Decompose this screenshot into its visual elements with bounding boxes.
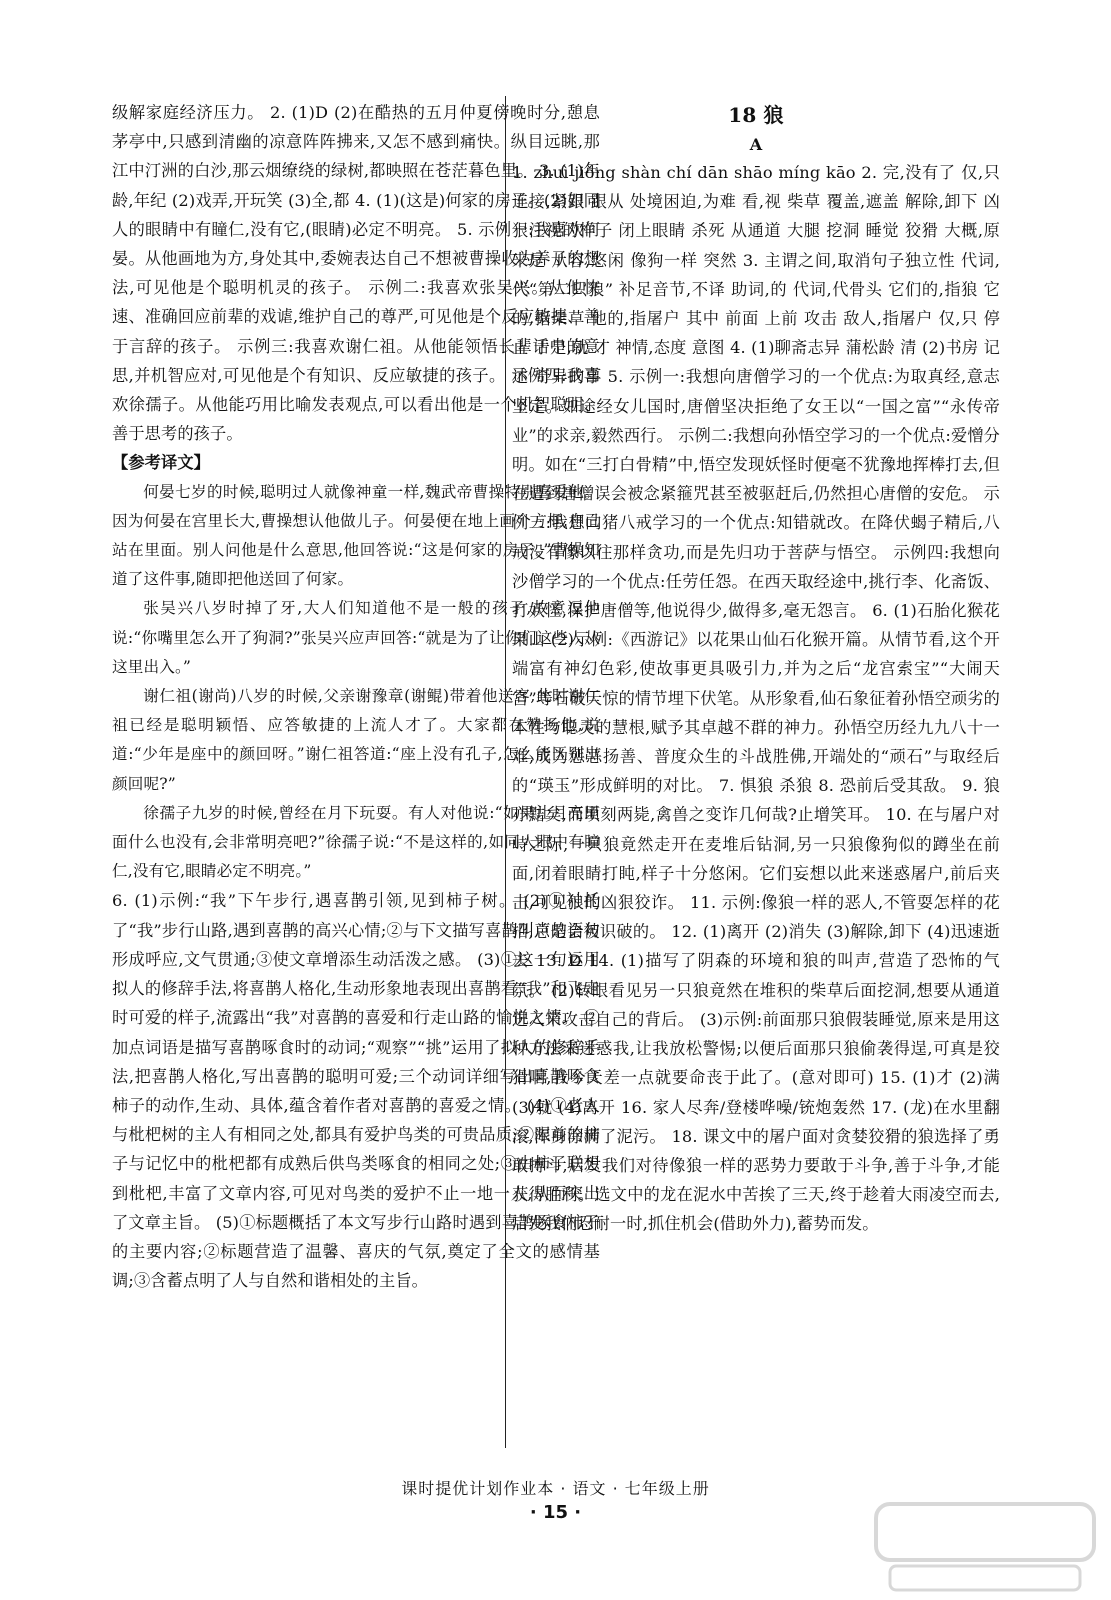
- answer-paragraph-lesson18: 1. zhuì jiǒng shàn chí dān shāo míng kāo 2. 完,没有了 仅,只 连接,紧跟 跟从 处境困迫,为难 看,视 柴草 覆盖,遮盖 解除,卸下 凶狠注视的样子 闭上眼睛 杀死 从通道 大腿 挖洞 睡觉 狡猾 大概,原来是 从容,悠闲 像狗一样 突然 3. 主谓之间,取消句子独立性 代词,代“第二只狼” 补足音节,不译 助词,的 代词,代骨头 它们的,指狼 它的,指柴草 他的,指屠户 其中 前面 上前 攻击 敌人,指屠户 仅,只 停止 于是,就 才 神情,态度 意图 4. (1)聊斋志异 蒲松龄 清 (2)书房 记述 奇异的事 5. 示例一:我想向唐僧学习的一个优点:为取真经,意志坚定。如途经女儿国时,唐僧坚决拒绝了女王以“一国之富”“永传帝业”的求亲,毅然西行。 示例二:我想向孙悟空学习的一个优点:爱憎分明。如在“三打白骨精”中,悟空发现妖怪时便毫不犹豫地挥棒打去,但在遭到唐僧误会被念紧箍咒甚至被驱赶后,仍然担心唐僧的安危。 示例三:我想向猪八戒学习的一个优点:知错就改。在降伏蝎子精后,八戒没有像以往那样贪功,而是先归功于菩萨与悟空。 示例四:我想向沙僧学习的一个优点:任劳任怨。在西天取经途中,挑行李、化斋饭、打妖怪,保护唐僧等,他说得少,做得多,毫无怨言。 6. (1)石胎化猴花果山 (2)示例:《西游记》以花果山仙石化猴开篇。从情节看,这个开端富有神幻色彩,使故事更具吸引力,并为之后“龙宫索宝”“大闹天宫”等石破天惊的情节埋下伏笔。从形象看,仙石象征着孙悟空顽劣的本性与聪灵的慧根,赋予其卓越不群的神力。孙悟空历经九九八十一难,成为惩恶扬善、普度众生的斗战胜佛,开端处的“顽石”与取经后的“瑛玉”形成鲜明的对比。 7. 惧狼 杀狼 8. 恐前后受其敌。 9. 狼亦黠矣,而顷刻两毙,禽兽之变诈几何哉?止增笑耳。 10. 在与屠户对峙之际,一只狼竟然走开在麦堆后钻洞,另一只狼像狗似的蹲坐在前面,闭着眼睛打盹,样子十分悠闲。它们妄想以此来迷惑屠户,前后夹击,可见狼的凶狠狡诈。 11. 示例:像狼一样的恶人,不管耍怎样的花招,总是会被识破的。 12. (1)离开 (2)消失 (3)解除,卸下 (4)迅速逝去 13. D 14. (1)描写了阴森的环境和狼的叫声,营造了恐怖的气氛。 (2)转眼看见另一只狼竟然在堆积的柴草后面挖洞,想要从通道进入来攻击自己的背后。 (3)示例:前面那只狼假装睡觉,原来是用这种方法来迷惑我,让我放松警惕;以便后面那只狼偷袭得逞,可真是狡猾啊,我今天差一点就要命丧于此了。(意对即可) 15. (1)才 (2)满 (3)就 (4)离开 16. 家人尽奔/登楼哗噪/铳炮轰然 17. (龙)在水里翻滚,浑身涂满了泥污。 18. 课文中的屠户面对贪婪狡猾的狼选择了勇敢搏斗,启发我们对待像狼一样的恶势力要敢于斗争,善于斗争,才能获得胜利。选文中的龙在泥水中苦挨了三天,终于趁着大雨凌空而去,启发我们忍耐一时,抓住机会(借助外力),蓄势而发。: [512, 163, 1000, 1234]
- answer-paragraph-q6: 6. (1)示例:“我”下午步行,遇喜鹊引领,见到柿子树。 (2)①衬托了“我”步行山路,遇到喜鹊的高兴心情;②与下文描写喜鹊叫声的语句形成呼应,文气贯通;③使文章增添生动活泼之感。 (3)①这一句运用拟人的修辞手法,将喜鹊人格化,生动形象地表现出喜鹊看“我”和飞走时可爱的样子,流露出“我”对喜鹊的喜爱和行走山路的愉悦之情。 ②加点词语是描写喜鹊啄食时的动词;“观察”“挑”运用了拟人的修辞手法,把喜鹊人格化,写出喜鹊的聪明可爱;三个动词详细写出喜鹊啄食柿子的动作,生动、具体,蕴含着作者对喜鹊的喜爱之情。 (4)①老人与枇杷树的主人有相同之处,都具有爱护鸟类的可贵品质;②眼前的柿子与记忆中的枇杷都有成熟后供鸟类啄食的相同之处;③由柿子联想到枇杷,丰富了文章内容,可见对鸟类的爱护不止一地一人,从而突出了文章主旨。 (5)①标题概括了本文写步行山路时遇到喜鹊啄食柿子的主要内容;②标题营造了温馨、喜庆的气氛,奠定了全文的感情基调;③含蓄点明了人与自然和谐相处的主旨。: [112, 891, 600, 1291]
- book-title-footer: 课时提优计划作业本 · 语文 · 七年级上册: [401, 1479, 710, 1498]
- reference-translation-heading: 【参考译文】: [112, 453, 211, 473]
- translation-paragraph: 谢仁祖(谢尚)八岁的时候,父亲谢豫章(谢鲲)带着他送客,此时谢仁祖已经是聪明颖悟、应答敏捷的上流人才了。大家都在赞扬他,说道:“少年是座中的颜回呀。”谢仁祖答道:“座上没有孔子,怎么能区别出颜回呢?”: [112, 687, 600, 793]
- section-label: A: [749, 135, 763, 154]
- translation-paragraph: 何晏七岁的时候,聪明过人就像神童一样,魏武帝曹操特别喜爱他。因为何晏在宫里长大,曹操想认他做儿子。何晏便在地上画个方框,自己站在里面。别人问他是什么意思,他回答说:“这是何家的房子。”曹操知道了这件事,随即把他送回了何家。: [112, 482, 600, 589]
- watermark-logo: [870, 1500, 1100, 1596]
- translation-paragraph: 徐孺子九岁的时候,曾经在月下玩耍。有人对他说:“如果让月亮里面什么也没有,会非常明亮吧?”徐孺子说:“不是这样的,如同人眼中有瞳仁,没有它,眼睛必定不明亮。”: [112, 803, 600, 881]
- page-number: · 15 ·: [529, 1502, 582, 1523]
- translation-paragraph: 张吴兴八岁时掉了牙,大人们知道他不是一般的孩子,故意逗他说:“你嘴里怎么开了狗洞?”张吴兴应声回答:“就是为了让你们这些人从这里出入。”: [112, 599, 600, 676]
- answer-paragraph: 级解家庭经济压力。 2. (1)D (2)在酷热的五月仲夏傍晚时分,憩息茅亭中,只感到清幽的凉意阵阵拂来,又怎不感到痛快。纵目远眺,那江中汀洲的白沙,那云烟缭绕的绿树,都映照在苍茫暮色里。 3. (1)年龄,年纪 (2)戏弄,开玩笑 (3)全,都 4. (1)(这是)何家的房子。(2)如同人的眼睛中有瞳仁,没有它,(眼睛)必定不明亮。 5. 示例一:我喜欢何晏。从他画地为方,身处其中,委婉表达自己不想被曹操收为养子的想法,可见他是个聪明机灵的孩子。 示例二:我喜欢张吴兴。从他快速、准确回应前辈的戏谑,维护自己的尊严,可见他是个反应敏捷、善于言辞的孩子。 示例三:我喜欢谢仁祖。从他能领悟长辈话中的意思,并机智应对,可见他是个有知识、反应敏捷的孩子。 示例四:我喜欢徐孺子。从他能巧用比喻发表观点,可以看出他是一个机智聪明、善于思考的孩子。: [112, 103, 600, 444]
- lesson-title: 18 狼: [728, 103, 784, 127]
- right-column: [512, 98, 1000, 1239]
